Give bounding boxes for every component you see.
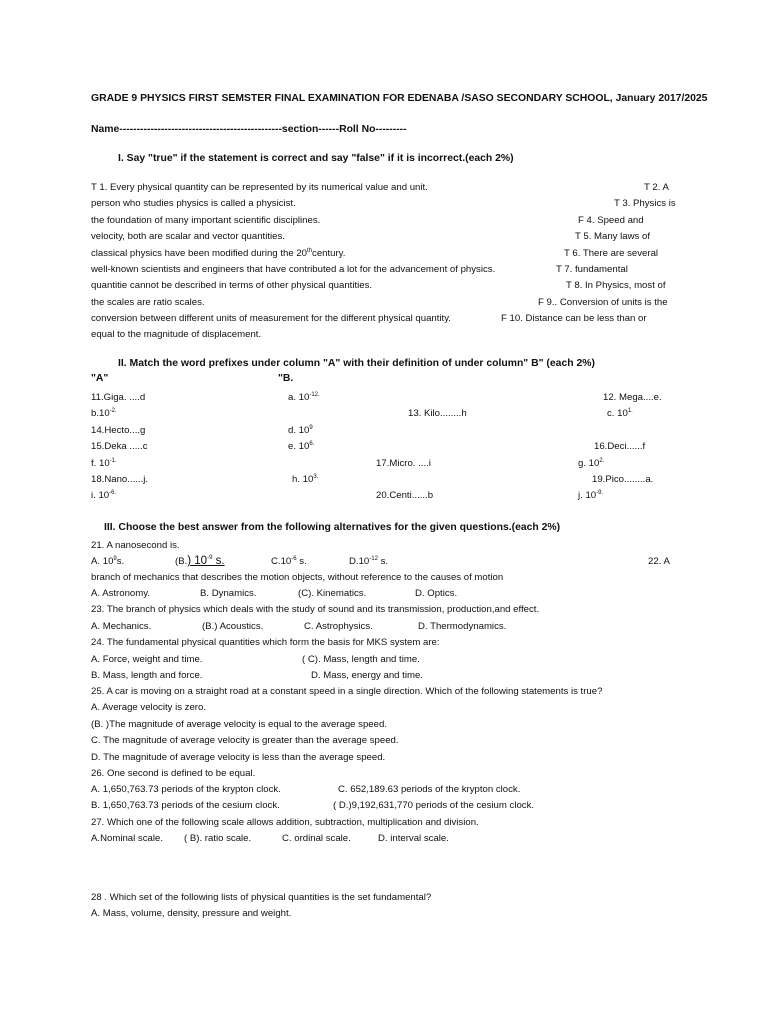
def-e-base: e. 10 (288, 441, 310, 452)
q26-stem: 26. One second is defined to be equal. (91, 768, 256, 779)
q23-option-a: A. Mechanics. (91, 621, 152, 632)
part1-heading: I. Say "true" if the statement is correct and say "false" if it is incorrect.(each 2%) (118, 153, 514, 164)
q21-c-exp: -6 (291, 555, 297, 562)
q22-start: 22. A (648, 556, 670, 567)
p1-row5-right: T 6. There are several (564, 248, 659, 259)
q27-option-a: A.Nominal scale. (91, 833, 163, 844)
def-g (578, 458, 604, 470)
p1-row2-right: T 3. Physics is (614, 198, 676, 209)
q21-b-exp: -9 (207, 555, 213, 562)
def-a-base: a. 10 (288, 392, 310, 403)
def-d (288, 425, 313, 437)
match-item-16: 16.Deci......f (594, 441, 646, 452)
p1-row9-left: conversion between different units of measurement for the different physical quantity. (91, 313, 451, 324)
def-i-exp: -6. (109, 489, 117, 496)
p1-row1-left: T 1. Every physical quantity can be represented by its numerical value and unit. (91, 182, 428, 193)
q23-option-c: C. Astrophysics. (304, 621, 373, 632)
q21-option-d (349, 556, 388, 568)
def-j-base: j. 10 (578, 490, 597, 501)
part2-heading: II. Match the word prefixes under column "A" with their definition of under column" B" (each 2%) (118, 358, 595, 369)
q27-stem: 27. Which one of the following scale allows addition, subtraction, multiplication and division. (91, 817, 479, 828)
def-f-base: f. 10 (91, 458, 110, 469)
p1-row7-right: T 8. In Physics, most of (566, 280, 666, 291)
p1-row8-left: the scales are ratio scales. (91, 297, 205, 308)
def-d-base: d. 10 (288, 425, 310, 436)
q23-stem: 23. The branch of physics which deals with the study of sound and its transmission, production,and effect. (91, 604, 540, 615)
match-item-17: 17.Micro. ....i (376, 458, 431, 469)
q21-a-end: s. (116, 556, 125, 567)
q23-option-b: (B.) Acoustics. (202, 621, 264, 632)
p1-row6-left: well-known scientists and engineers that have contributed a lot for the advancement of physics. (91, 264, 496, 275)
def-c (607, 408, 633, 420)
def-d-exp: 9 (309, 424, 313, 431)
def-e-exp: 6. (309, 440, 315, 447)
def-g-exp: 2. (599, 457, 605, 464)
q25-option-c: C. The magnitude of average velocity is greater than the average speed. (91, 735, 399, 746)
match-item-18: 18.Nano......j. (91, 474, 149, 485)
q27-option-c: C. ordinal scale. (282, 833, 351, 844)
q21-d-base: D.10 (349, 556, 370, 567)
q22-option-d: D. Optics. (415, 588, 458, 599)
q21-option-c (271, 556, 307, 568)
match-item-20: 20.Centi......b (376, 490, 434, 501)
column-b-label: "B. (278, 373, 294, 384)
q25-option-d: D. The magnitude of average velocity is less than the average speed. (91, 752, 386, 763)
exam-title: GRADE 9 PHYSICS FIRST SEMSTER FINAL EXAMINATION FOR EDENABA /SASO SECONDARY SCHOOL, January 2017/2025 (91, 93, 708, 104)
q25-stem: 25. A car is moving on a straight road at a constant speed in a single direction. Which of the following statements is true? (91, 686, 603, 697)
q21-d-exp: -12 (369, 555, 378, 562)
def-c-exp: 1. (627, 407, 633, 414)
def-e (288, 441, 314, 453)
match-item-12: 12. Mega....e. (603, 392, 662, 403)
q26-option-c: C. 652,189.63 periods of the krypton clock. (338, 784, 521, 795)
q21-option-b (175, 555, 225, 568)
q22-option-c: (C). Kinematics. (298, 588, 367, 599)
match-item-13: 13. Kilo........h (408, 408, 467, 419)
q21-stem: 21. A nanosecond is. (91, 540, 180, 551)
q24-stem: 24. The fundamental physical quantities which form the basis for MKS system are: (91, 637, 440, 648)
q27-option-d: D. interval scale. (378, 833, 449, 844)
def-j (578, 490, 603, 502)
q24-option-d: D. Mass, energy and time. (311, 670, 423, 681)
q28-stem: 28 . Which set of the following lists of physical quantities is the set fundamental? (91, 892, 432, 903)
q22-stem: branch of mechanics that describes the motion objects, without reference to the causes of motion (91, 572, 504, 583)
q24-option-a: A. Force, weight and time. (91, 654, 203, 665)
q24-option-b: B. Mass, length and force. (91, 670, 203, 681)
match-item-19: 19.Pico........a. (592, 474, 654, 485)
q26-option-b: B. 1,650,763.73 periods of the cesium clock. (91, 800, 280, 811)
column-a-label: "A" (91, 373, 109, 384)
p1-row5-left (91, 248, 345, 260)
q21-b-end: s. (212, 555, 225, 567)
q21-c-base: C.10 (271, 556, 292, 567)
q21-c-end: s. (296, 556, 307, 567)
def-g-base: g. 10 (578, 458, 600, 469)
p1-row9-right: F 10. Distance can be less than or (501, 313, 647, 324)
p1-row1-right: T 2. A (644, 182, 669, 193)
def-f-exp: -1. (109, 457, 117, 464)
p1-row4-left: velocity, both are scalar and vector quantities. (91, 231, 285, 242)
p1-row2-left: person who studies physics is called a physicist. (91, 198, 296, 209)
def-h-base: h. 10 (292, 474, 314, 485)
def-a (288, 392, 320, 404)
part3-heading: III. Choose the best answer from the following alternatives for the given questions.(each 2%) (104, 522, 561, 533)
p1-row8-right: F 9.. Conversion of units is the (538, 297, 668, 308)
q25-option-a: A. Average velocity is zero. (91, 702, 207, 713)
def-i (91, 490, 116, 502)
match-item-11: 11.Giga. ....d (91, 392, 146, 403)
q22-option-a: A. Astronomy. (91, 588, 151, 599)
q21-b-answer (187, 555, 224, 567)
def-h (292, 474, 318, 486)
def-b (91, 408, 117, 420)
q28-option-a: A. Mass, volume, density, pressure and weight. (91, 908, 292, 919)
q21-b-open: (B. (175, 556, 188, 567)
match-item-14: 14.Hecto....g (91, 425, 146, 436)
q21-b-base: ) 10 (187, 555, 208, 567)
q24-option-c: ( C). Mass, length and time. (302, 654, 420, 665)
q21-d-end: s. (377, 556, 389, 567)
q22-option-b: B. Dynamics. (200, 588, 257, 599)
p1-row5-text-end: century. (312, 248, 346, 259)
name-section-roll-line: Name-----------------------------------------------section------Roll No--------- (91, 124, 407, 135)
p1-row4-right: T 5. Many laws of (575, 231, 651, 242)
def-h-exp: 3. (313, 473, 319, 480)
match-item-15: 15.Deka .....c (91, 441, 148, 452)
p1-row3-right: F 4. Speed and (578, 215, 644, 226)
q23-option-d: D. Thermodynamics. (418, 621, 507, 632)
def-b-exp: -2. (109, 407, 117, 414)
p1-row3-left: the foundation of many important scientific disciplines. (91, 215, 321, 226)
def-f (91, 458, 117, 470)
p1-row5-text: classical physics have been modified during the 20 (91, 248, 307, 259)
q21-option-a (91, 556, 124, 568)
def-b-base: b.10 (91, 408, 110, 419)
def-j-exp: -9. (596, 489, 604, 496)
q21-a-exp: 9 (113, 555, 117, 562)
q27-option-b: ( B). ratio scale. (184, 833, 252, 844)
q25-option-b: (B. )The magnitude of average velocity is equal to the average speed. (91, 719, 387, 730)
q26-option-a: A. 1,650,763.73 periods of the krypton clock. (91, 784, 281, 795)
def-c-base: c. 10 (607, 408, 628, 419)
p1-row6-right: T 7. fundamental (556, 264, 628, 275)
p1-row5-sup: th (307, 247, 313, 254)
q21-a-base: A. 10 (91, 556, 114, 567)
def-i-base: i. 10 (91, 490, 110, 501)
p1-row10-left: equal to the magnitude of displacement. (91, 329, 262, 340)
q26-option-d: ( D.)9,192,631,770 periods of the cesium clock. (333, 800, 535, 811)
def-a-exp: -12. (309, 391, 320, 398)
p1-row7-left: quantitie cannot be described in terms of other physical quantities. (91, 280, 373, 291)
